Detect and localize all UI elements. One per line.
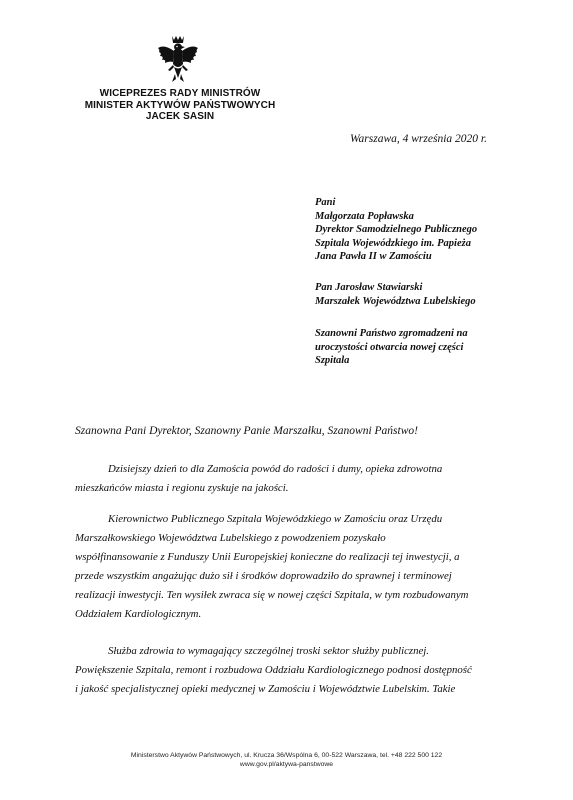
address-line: Dyrektor Samodzielnego Publicznego	[315, 224, 478, 235]
paragraph-1	[75, 460, 511, 498]
letter-date: Warszawa, 4 września 2020 r.	[350, 133, 487, 145]
paragraph-line: Oddziałem Kardiologicznym.	[75, 608, 202, 620]
paragraph-line: Powiększenie Szpitala, remont i rozbudowa Oddziału Kardiologicznego podnosi dostępność	[75, 664, 472, 676]
address-line: Pan Jarosław Stawiarski	[315, 282, 423, 293]
eagle-emblem-icon	[156, 34, 200, 86]
address-line: Jana Pawła II w Zamościu	[315, 251, 432, 262]
header-title: WICEPREZES RADY MINISTRÓW	[99, 88, 261, 99]
paragraph-3	[75, 642, 511, 699]
paragraph-line: przede wszystkim angażując dużo sił i środków doprowadziło do sprawnej i terminowej	[75, 570, 452, 582]
header-name: JACEK SASIN	[145, 111, 215, 122]
page-footer	[0, 751, 573, 769]
paragraph-line: mieszkańców miasta i regionu zyskuje na jakości.	[75, 482, 289, 494]
footer-website: www.gov.pl/aktywa-panstwowe	[239, 761, 334, 768]
recipient-block-director	[315, 196, 477, 264]
address-line: Pani	[315, 197, 336, 208]
paragraph-line: Dzisiejszy dzień to dla Zamościa powód do radości i dumy, opieka zdrowotna	[108, 463, 443, 475]
address-line: Szpitala Wojewódzkiego im. Papieża	[315, 237, 471, 249]
address-line: Szpitala	[315, 355, 350, 366]
paragraph-2	[75, 510, 511, 624]
address-line: Małgorzata Popławska	[315, 210, 414, 222]
paragraph-line: współfinansowanie z Funduszy Unii Europejskiej konieczne do realizacji tej inwestycji, a	[75, 551, 460, 563]
footer-address: Ministerstwo Aktywów Państwowych, ul. Krucza 36/Wspólna 6, 00-522 Warszawa, tel. +48 222 500 122	[130, 752, 443, 759]
address-line: Szanowni Państwo zgromadzeni na	[315, 328, 468, 339]
header-office: MINISTER AKTYWÓW PAŃSTWOWYCH	[84, 99, 276, 111]
sender-header	[40, 88, 320, 123]
paragraph-line: i jakość specjalistycznej opieki medycznej w Zamościu i Województwie Lubelskim. Takie	[75, 683, 456, 695]
address-line: Marszałek Województwa Lubelskiego	[315, 295, 476, 307]
letter-greeting: Szanowna Pani Dyrektor, Szanowny Panie Marszałku, Szanowni Państwo!	[75, 425, 418, 437]
address-line: uroczystości otwarcia nowej części	[315, 341, 464, 353]
recipient-block-marshal	[315, 281, 476, 308]
paragraph-line: Kierownictwo Publicznego Szpitala Wojewódzkiego w Zamościu oraz Urzędu	[108, 513, 443, 525]
paragraph-line: Marszałkowskiego Województwa Lubelskiego z powodzeniem pozyskało	[75, 532, 386, 544]
paragraph-line: Służba zdrowia to wymagający szczególnej troski sektor służby publicznej.	[108, 645, 429, 657]
recipient-block-guests	[315, 327, 468, 368]
paragraph-line: realizacji inwestycji. Ten wysiłek zwraca się w nowej części Szpitala, w tym rozbudowanym	[75, 589, 469, 601]
